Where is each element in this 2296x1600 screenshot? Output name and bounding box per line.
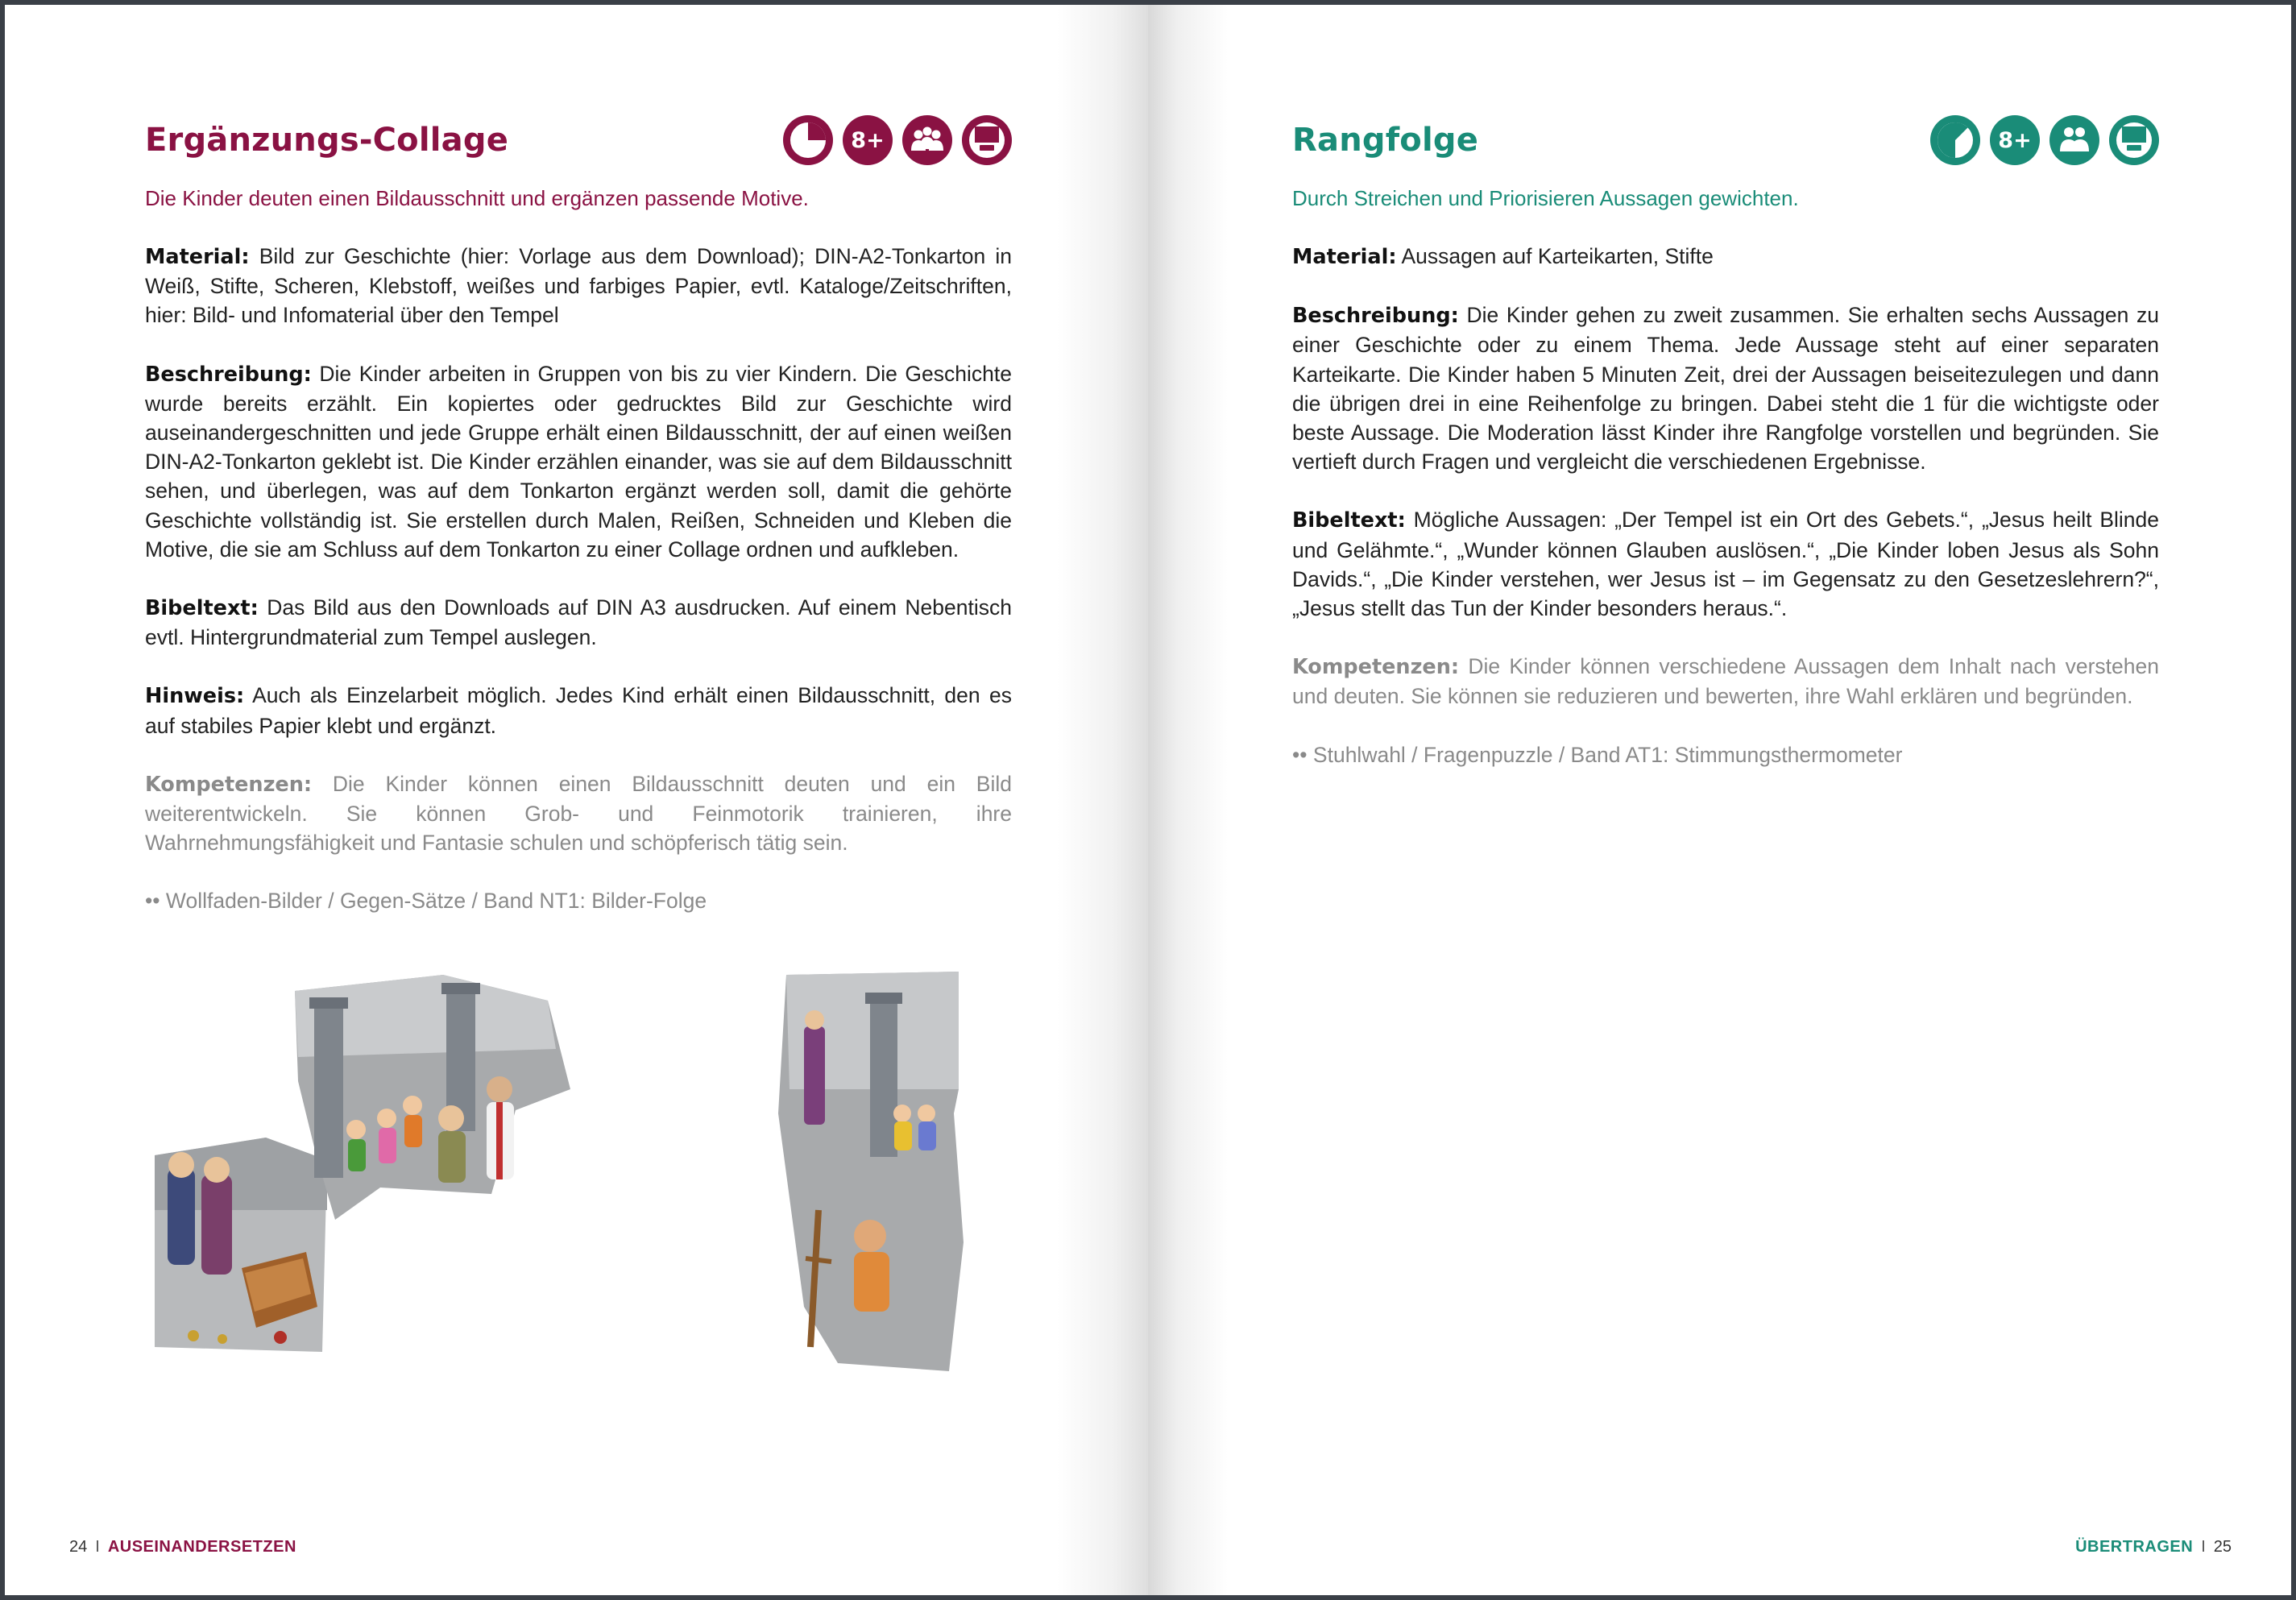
left-footer-separator: I <box>95 1538 100 1556</box>
left-bibeltext-text: Das Bild aus den Downloads auf DIN A3 ausdrucken. Auf einem Nebentisch evtl. Hintergrundmaterial zum Tempel auslegen. <box>145 595 1012 650</box>
left-hinweis-text: Auch als Einzelarbeit möglich. Jedes Kind erhält einen Bildausschnitt, den es auf stabiles Papier klebt und ergänzt. <box>145 683 1012 738</box>
right-kompetenzen-text: Die Kinder können verschiedene Aussagen dem Inhalt nach verstehen und deuten. Sie können sie reduzieren und bewerten, ihre Wahl erklären und begründen. <box>1292 654 2159 709</box>
left-icon-row <box>783 115 1012 165</box>
right-bibeltext-text: Mögliche Aussagen: „Der Tempel ist ein Ort des Gebets.“, „Jesus heilt Blinde und Gelähmte.“, „Wunder können Glauben auslösen.“, „Die Kinder loben Jesus als Sohn Davids.“, „Die Kinder verstehen, wer Jesus ist – im Gegensatz zu den Gesetzeslehrern?“, „Jesus stellt das Tun der Kinder besonders heraus.“. <box>1292 508 2159 621</box>
left-bibeltext <box>145 593 1012 652</box>
left-page-number: 24 <box>69 1538 88 1556</box>
group-icon <box>902 115 952 165</box>
right-beschreibung-label: Beschreibung: <box>1292 304 1459 329</box>
collage-piece-healed-man <box>778 972 964 1371</box>
collage-piece-merchants <box>155 1138 327 1352</box>
left-beschreibung-text: Die Kinder arbeiten in Gruppen von bis zu vier Kindern. Die Geschichte wurde bereits erzählt. Ein kopiertes oder gedrucktes Bild zur Geschichte wird auseinandergeschnitten und jede Gruppe erhält einen Bildausschnitt, der auf einen weißen DIN-A2-Tonkarton geklebt ist. Die Kinder erzählen einander, was sie auf dem Bildausschnitt sehen, und überlegen, was auf dem Tonkarton ergänzt werden soll, damit die gehörte Geschichte vollständig ist. Sie erstellen durch Malen, Reißen, Schneiden und Kleben die Motive, die sie am Schluss auf dem Tonkarton zu einer Collage ordnen und aufkleben. <box>145 361 1012 562</box>
right-subtitle: Durch Streichen und Priorisieren Aussagen gewichten. <box>1292 186 1799 210</box>
left-subtitle: Die Kinder deuten einen Bildausschnitt und ergänzen passende Motive. <box>145 186 809 210</box>
right-bibeltext <box>1292 505 2159 623</box>
right-footer-separator: I <box>2201 1538 2206 1556</box>
right-icon-row <box>1930 115 2159 165</box>
left-material-label: Material: <box>145 245 250 269</box>
right-bibeltext-label: Bibeltext: <box>1292 508 1406 533</box>
right-related-links: •• Stuhlwahl / Fragenpuzzle / Band AT1: Stimmungsthermometer <box>1292 742 1903 767</box>
left-page <box>5 5 1148 1595</box>
collage-illustration <box>145 968 1012 1387</box>
left-bibeltext-label: Bibeltext: <box>145 596 259 621</box>
left-hinweis <box>145 681 1012 740</box>
right-content <box>1292 114 2159 769</box>
left-material-text: Bild zur Geschichte (hier: Vorlage aus dem Download); DIN-A2-Tonkarton in Weiß, Stifte, Scheren, Klebstoff, weißes und farbiges Papier, evtl. Kataloge/Zeitschriften, hier: Bild- und Infomaterial über den Tempel <box>145 244 1012 328</box>
left-kompetenzen-text: Die Kinder können einen Bildausschnitt deuten und ein Bild weiterentwickeln. Sie können Grob- und Feinmotorik trainieren, ihre Wahrnehmungsfähigkeit und Fantasie schulen und schöpferisch tätig sein. <box>145 771 1012 856</box>
clock-icon <box>783 115 833 165</box>
book-spread <box>5 5 2291 1595</box>
right-kompetenzen <box>1292 652 2159 711</box>
right-beschreibung <box>1292 301 2159 476</box>
left-footer <box>69 1537 296 1556</box>
left-title: Ergänzungs-Collage <box>145 122 509 159</box>
left-beschreibung-label: Beschreibung: <box>145 362 312 387</box>
left-kompetenzen <box>145 769 1012 858</box>
right-page <box>1148 5 2291 1595</box>
left-header <box>145 114 1012 166</box>
collage-piece-jesus-children <box>295 975 570 1220</box>
age-badge-icon <box>1990 115 2040 165</box>
left-kompetenzen-label: Kompetenzen: <box>145 772 313 797</box>
left-material <box>145 242 1012 330</box>
age-badge-icon <box>843 115 893 165</box>
right-kompetenzen-label: Kompetenzen: <box>1292 655 1460 680</box>
right-material-label: Material: <box>1292 245 1397 269</box>
left-hinweis-label: Hinweis: <box>145 684 245 709</box>
place-icon <box>962 115 1012 165</box>
pair-icon <box>2049 115 2099 165</box>
left-content <box>145 114 1012 915</box>
left-related-links: •• Wollfaden-Bilder / Gegen-Sätze / Band NT1: Bilder-Folge <box>145 889 707 914</box>
left-age-badge: 8+ <box>851 127 885 153</box>
right-header <box>1292 114 2159 166</box>
right-material-text: Aussagen auf Karteikarten, Stifte <box>1401 244 1714 268</box>
right-page-number: 25 <box>2213 1538 2232 1556</box>
right-title: Rangfolge <box>1292 122 1479 159</box>
right-section-name: ÜBERTRAGEN <box>2075 1538 2194 1556</box>
left-section-name: AUSEINANDERSETZEN <box>107 1538 296 1556</box>
right-age-badge: 8+ <box>1998 127 2032 153</box>
place-icon <box>2109 115 2159 165</box>
right-material <box>1292 242 2159 272</box>
right-beschreibung-text: Die Kinder gehen zu zweit zusammen. Sie erhalten sechs Aussagen zu einer Geschichte oder zu einem Thema. Jede Aussage steht auf einer separaten Karteikarte. Die Kinder haben 5 Minuten Zeit, drei der Aussagen beiseitezulegen und dann die übrigen drei in eine Reihenfolge zu bringen. Dabei steht die 1 für die wichtigste oder beste Aussage. Die Moderation lässt Kinder ihre Rangfolge vorstellen und begründen. Sie vertieft durch Fragen und vergleicht die verschiedenen Ergebnisse. <box>1292 303 2159 475</box>
right-footer <box>2075 1537 2232 1556</box>
clock-icon <box>1930 115 1980 165</box>
left-beschreibung <box>145 359 1012 564</box>
